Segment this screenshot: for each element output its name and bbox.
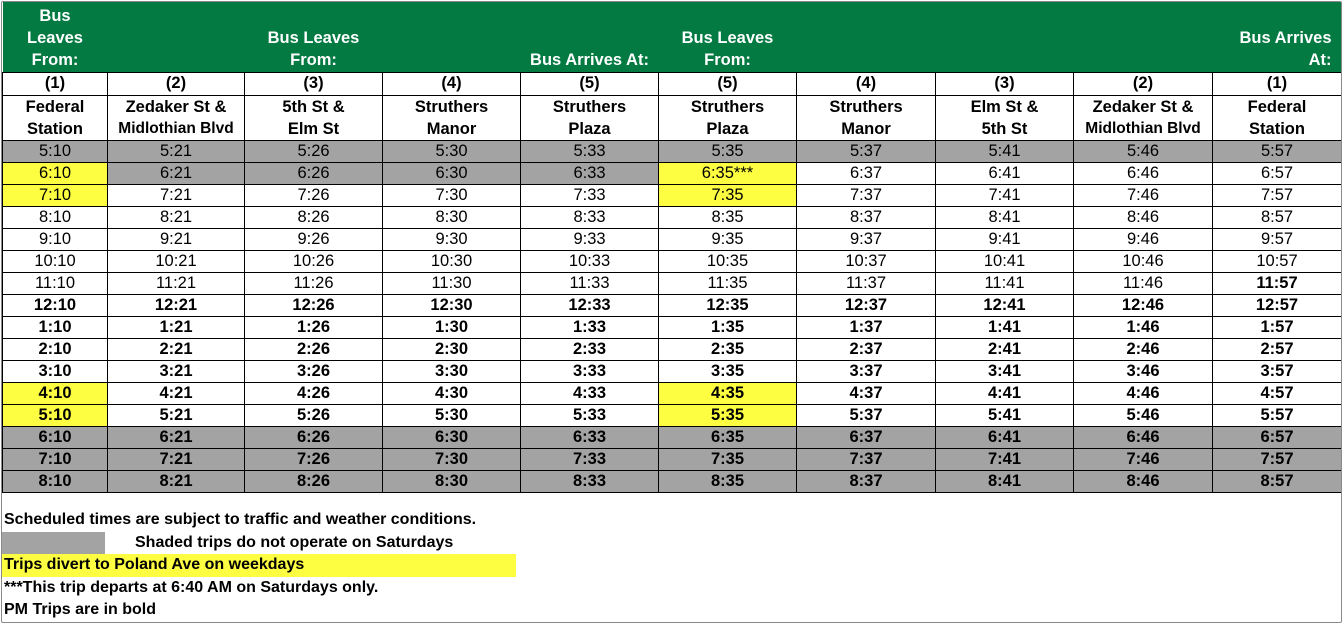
trip-time-cell: 4:57: [1213, 382, 1342, 404]
stop-name-line: 5th St &: [282, 97, 345, 116]
trip-time-cell: 10:26: [245, 250, 383, 272]
trip-time-cell: 1:26: [245, 316, 383, 338]
bus-schedule-sheet: [1, 1, 1342, 623]
trip-time-cell: 8:30: [383, 470, 521, 492]
trip-time-cell: 8:41: [936, 206, 1074, 228]
trip-time-cell: 7:21: [108, 184, 245, 206]
trip-time-cell: 7:10: [3, 448, 108, 470]
group-label-leaves-5th-st: [245, 2, 383, 72]
trip-time-cell: 7:41: [936, 448, 1074, 470]
stop-name-line: Federal: [1247, 97, 1307, 116]
stop-name: [659, 95, 797, 140]
trip-time-cell: 5:37: [797, 140, 936, 162]
trip-time-cell: 1:21: [108, 316, 245, 338]
trip-time-cell: 7:57: [1213, 184, 1342, 206]
trip-time-cell: 10:35: [659, 250, 797, 272]
group-label-arrives-federal: [1213, 2, 1342, 72]
trip-time-cell: 11:26: [245, 272, 383, 294]
trip-time-cell: 12:57: [1213, 294, 1342, 316]
stop-name: [3, 95, 108, 140]
trip-time-cell: 6:35: [659, 426, 797, 448]
trip-time-cell: 7:30: [383, 184, 521, 206]
header-spacer: [936, 2, 1074, 72]
trip-time-cell: 12:33: [521, 294, 659, 316]
trip-time-cell: 6:41: [936, 426, 1074, 448]
trip-row: [3, 382, 1342, 404]
stop-name-line: Manor: [426, 119, 477, 138]
trip-time-cell: 8:10: [3, 470, 108, 492]
stop-name-line: Station: [27, 119, 83, 138]
trip-time-cell: 2:57: [1213, 338, 1342, 360]
trip-time-cell: 2:37: [797, 338, 936, 360]
trip-time-cell: 8:21: [108, 470, 245, 492]
group-label-line: Leaves: [27, 28, 83, 47]
header-spacer: [797, 2, 936, 72]
column-number: (5): [659, 72, 797, 95]
trip-row: [3, 228, 1342, 250]
note-divert-row: [2, 554, 1341, 577]
trip-time-cell: 3:30: [383, 360, 521, 382]
trip-row: [3, 294, 1342, 316]
saturday-shade-swatch: [2, 532, 105, 554]
trip-time-cell: 6:21: [108, 162, 245, 184]
trip-time-cell: 2:46: [1074, 338, 1213, 360]
group-label-line: At:: [1308, 50, 1332, 69]
trip-time-cell: 2:33: [521, 338, 659, 360]
trip-time-cell: 4:10: [3, 382, 108, 404]
trip-row: [3, 470, 1342, 492]
trip-time-cell: 6:26: [245, 426, 383, 448]
trip-time-cell: 5:21: [108, 404, 245, 426]
stop-name-row: [3, 95, 1342, 140]
trip-time-cell: 7:30: [383, 448, 521, 470]
trip-row: [3, 206, 1342, 228]
trip-time-cell: 8:41: [936, 470, 1074, 492]
column-number: (2): [1074, 72, 1213, 95]
trip-time-cell: 11:35: [659, 272, 797, 294]
note-pm-bold: PM Trips are in bold: [4, 601, 157, 619]
trip-time-cell: 4:33: [521, 382, 659, 404]
stop-name-line: Manor: [841, 119, 891, 138]
trip-time-cell: 7:46: [1074, 448, 1213, 470]
trip-time-cell: 6:57: [1213, 426, 1342, 448]
trip-row: [3, 360, 1342, 382]
trip-time-cell: 11:10: [3, 272, 108, 294]
trip-time-cell: 7:41: [936, 184, 1074, 206]
schedule-notes: [2, 509, 1341, 622]
trip-time-cell: 7:21: [108, 448, 245, 470]
trip-time-cell: 4:21: [108, 382, 245, 404]
trip-time-cell: 9:57: [1213, 228, 1342, 250]
trip-time-cell: 4:26: [245, 382, 383, 404]
trip-time-cell: 7:33: [521, 184, 659, 206]
trip-time-cell: 5:26: [245, 404, 383, 426]
trip-time-cell: 5:33: [521, 140, 659, 162]
trip-time-cell: 7:26: [245, 184, 383, 206]
trip-time-cell: 5:46: [1074, 140, 1213, 162]
trip-time-cell: 1:37: [797, 316, 936, 338]
trip-time-cell: 6:33: [521, 162, 659, 184]
trip-row: [3, 140, 1342, 162]
note-traffic: Scheduled times are subject to traffic and weather conditions.: [4, 511, 477, 528]
header-spacer: [383, 2, 521, 72]
trip-time-cell: 3:46: [1074, 360, 1213, 382]
trip-time-cell: 2:21: [108, 338, 245, 360]
trip-time-cell: 5:30: [383, 404, 521, 426]
trip-time-cell: 2:10: [3, 338, 108, 360]
stop-name: [1213, 95, 1342, 140]
column-number: (2): [108, 72, 245, 95]
trip-time-cell: 8:35: [659, 470, 797, 492]
trip-time-cell: 12:26: [245, 294, 383, 316]
column-number: (1): [1213, 72, 1342, 95]
trip-time-cell: 9:30: [383, 228, 521, 250]
trip-time-cell: 11:57: [1213, 272, 1342, 294]
trip-time-cell: 6:57: [1213, 162, 1342, 184]
trip-time-cell: 10:46: [1074, 250, 1213, 272]
trip-time-cell: 1:35: [659, 316, 797, 338]
stop-name-line: Elm St &: [970, 97, 1039, 116]
trip-time-cell: 11:46: [1074, 272, 1213, 294]
trip-time-cell: 4:30: [383, 382, 521, 404]
trip-time-cell: 9:37: [797, 228, 936, 250]
group-label-leaves-plaza: [659, 2, 797, 72]
group-label-leaves-federal: [3, 2, 108, 72]
stop-name: [521, 95, 659, 140]
stop-name-line: Plaza: [568, 119, 611, 138]
stop-name-line: Struthers: [829, 97, 903, 116]
trip-row: [3, 404, 1342, 426]
trip-time-cell: 1:30: [383, 316, 521, 338]
trip-time-cell: 10:57: [1213, 250, 1342, 272]
trip-row: [3, 184, 1342, 206]
group-label-line: Bus Leaves: [681, 28, 774, 47]
trip-time-cell: 8:37: [797, 206, 936, 228]
trip-time-cell: 8:21: [108, 206, 245, 228]
trip-time-cell: 7:37: [797, 448, 936, 470]
note-shaded-row: [2, 532, 1341, 555]
trip-time-cell: 7:46: [1074, 184, 1213, 206]
trip-row: [3, 162, 1342, 184]
schedule-table: [2, 2, 1342, 493]
trip-row: [3, 272, 1342, 294]
stop-name-line: Midlothian Blvd: [118, 119, 234, 137]
trip-time-cell: 7:35: [659, 448, 797, 470]
trip-time-cell: 7:57: [1213, 448, 1342, 470]
trip-time-cell: 6:35***: [659, 162, 797, 184]
column-number: (5): [521, 72, 659, 95]
trip-time-cell: 12:30: [383, 294, 521, 316]
trip-time-cell: 12:10: [3, 294, 108, 316]
trip-time-cell: 7:37: [797, 184, 936, 206]
trip-time-cell: 11:33: [521, 272, 659, 294]
trip-time-cell: 12:37: [797, 294, 936, 316]
trip-row: [3, 338, 1342, 360]
trip-time-cell: 10:33: [521, 250, 659, 272]
stop-name: [108, 95, 245, 140]
trip-time-cell: 1:33: [521, 316, 659, 338]
trip-time-cell: 8:30: [383, 206, 521, 228]
trip-time-cell: 1:10: [3, 316, 108, 338]
trip-time-cell: 7:26: [245, 448, 383, 470]
trip-time-cell: 5:57: [1213, 140, 1342, 162]
trip-time-cell: 9:21: [108, 228, 245, 250]
trip-time-cell: 6:10: [3, 162, 108, 184]
trip-time-cell: 8:33: [521, 470, 659, 492]
trip-time-cell: 5:35: [659, 404, 797, 426]
trip-time-cell: 10:41: [936, 250, 1074, 272]
trip-time-cell: 8:37: [797, 470, 936, 492]
trip-time-cell: 1:41: [936, 316, 1074, 338]
trip-time-cell: 1:57: [1213, 316, 1342, 338]
stop-name: [797, 95, 936, 140]
trip-time-cell: 3:26: [245, 360, 383, 382]
column-number: (4): [383, 72, 521, 95]
stop-name-line: Zedaker St &: [1092, 97, 1194, 116]
trip-row: [3, 426, 1342, 448]
group-label-line: Bus Arrives: [1239, 28, 1332, 47]
trip-time-cell: 12:35: [659, 294, 797, 316]
trip-time-cell: 4:37: [797, 382, 936, 404]
trip-time-cell: 12:41: [936, 294, 1074, 316]
trip-time-cell: 9:46: [1074, 228, 1213, 250]
trip-time-cell: 5:37: [797, 404, 936, 426]
stop-name-line: Elm St: [287, 119, 340, 138]
trip-time-cell: 8:33: [521, 206, 659, 228]
trip-row: [3, 250, 1342, 272]
trip-row: [3, 448, 1342, 470]
trip-time-cell: 2:35: [659, 338, 797, 360]
group-label-line: Bus: [39, 6, 71, 25]
trip-time-cell: 4:41: [936, 382, 1074, 404]
trip-time-cell: 9:33: [521, 228, 659, 250]
trip-time-cell: 1:46: [1074, 316, 1213, 338]
trip-time-cell: 6:30: [383, 426, 521, 448]
trip-time-cell: 3:35: [659, 360, 797, 382]
header-spacer: [108, 2, 245, 72]
trip-time-cell: 8:35: [659, 206, 797, 228]
trip-time-cell: 5:30: [383, 140, 521, 162]
column-number: (1): [3, 72, 108, 95]
trip-time-cell: 2:30: [383, 338, 521, 360]
trip-time-cell: 3:41: [936, 360, 1074, 382]
trip-time-cell: 7:10: [3, 184, 108, 206]
group-label-line: From:: [290, 50, 337, 69]
trip-time-cell: 7:35: [659, 184, 797, 206]
trip-time-cell: 11:37: [797, 272, 936, 294]
trip-time-cell: 6:26: [245, 162, 383, 184]
note-divert: Trips divert to Poland Ave on weekdays: [2, 554, 516, 577]
stop-name: [1074, 95, 1213, 140]
trip-time-cell: 4:46: [1074, 382, 1213, 404]
trip-time-cell: 5:10: [3, 140, 108, 162]
group-label-line: Bus Leaves: [267, 28, 360, 47]
stop-name: [383, 95, 521, 140]
note-saturday: ***This trip departs at 6:40 AM on Saturdays only.: [4, 578, 379, 596]
trip-time-cell: 9:41: [936, 228, 1074, 250]
trip-time-cell: 3:21: [108, 360, 245, 382]
group-label-line: Bus Arrives At:: [530, 50, 649, 69]
trip-time-cell: 9:35: [659, 228, 797, 250]
group-label-arrives-plaza: [521, 2, 659, 72]
stop-name-line: Struthers: [552, 97, 627, 116]
stop-name: [936, 95, 1074, 140]
stop-name-line: Station: [1249, 119, 1305, 138]
trip-time-cell: 11:21: [108, 272, 245, 294]
trip-time-cell: 5:26: [245, 140, 383, 162]
trip-time-cell: 6:33: [521, 426, 659, 448]
column-number: (3): [936, 72, 1074, 95]
trip-time-cell: 10:10: [3, 250, 108, 272]
stop-name-line: Struthers: [414, 97, 489, 116]
trip-time-cell: 8:57: [1213, 206, 1342, 228]
trip-time-cell: 5:41: [936, 404, 1074, 426]
trip-time-cell: 6:30: [383, 162, 521, 184]
trip-time-cell: 2:26: [245, 338, 383, 360]
note-shaded: Shaded trips do not operate on Saturdays: [135, 533, 454, 551]
trip-time-cell: 6:21: [108, 426, 245, 448]
trip-time-cell: 12:46: [1074, 294, 1213, 316]
trip-time-cell: 11:41: [936, 272, 1074, 294]
stop-name-line: Federal: [25, 97, 85, 116]
trip-time-cell: 6:37: [797, 426, 936, 448]
header-banner: [3, 2, 1342, 72]
stop-name-line: Struthers: [690, 97, 765, 116]
trip-time-cell: 9:10: [3, 228, 108, 250]
trip-time-cell: 11:30: [383, 272, 521, 294]
trip-row: [3, 316, 1342, 338]
trip-time-cell: 7:33: [521, 448, 659, 470]
trip-time-cell: 5:21: [108, 140, 245, 162]
group-label-line: From:: [704, 50, 751, 69]
trip-time-cell: 9:26: [245, 228, 383, 250]
trip-time-cell: 5:41: [936, 140, 1074, 162]
trip-time-cell: 6:46: [1074, 162, 1213, 184]
stop-name-line: Zedaker St &: [125, 97, 227, 116]
stop-name: [245, 95, 383, 140]
header-spacer: [1074, 2, 1213, 72]
trip-time-cell: 6:10: [3, 426, 108, 448]
trip-time-cell: 3:10: [3, 360, 108, 382]
trip-time-cell: 3:57: [1213, 360, 1342, 382]
trip-time-cell: 5:33: [521, 404, 659, 426]
trip-time-cell: 8:10: [3, 206, 108, 228]
trip-time-cell: 10:21: [108, 250, 245, 272]
column-number: (3): [245, 72, 383, 95]
column-number-row: [3, 72, 1342, 95]
trip-time-cell: 8:46: [1074, 206, 1213, 228]
trip-time-cell: 6:46: [1074, 426, 1213, 448]
trip-time-cell: 5:46: [1074, 404, 1213, 426]
trip-time-cell: 8:26: [245, 206, 383, 228]
trip-time-cell: 12:21: [108, 294, 245, 316]
trip-time-cell: 10:30: [383, 250, 521, 272]
trip-time-cell: 6:41: [936, 162, 1074, 184]
trip-time-cell: 4:35: [659, 382, 797, 404]
stop-name-line: Plaza: [706, 119, 749, 138]
group-label-line: From:: [31, 50, 79, 69]
trip-time-cell: 8:46: [1074, 470, 1213, 492]
stop-name-line: 5th St: [981, 119, 1028, 138]
trip-time-cell: 3:37: [797, 360, 936, 382]
column-number: (4): [797, 72, 936, 95]
stop-name-line: Midlothian Blvd: [1085, 119, 1201, 137]
trip-time-cell: 2:41: [936, 338, 1074, 360]
trip-time-cell: 5:57: [1213, 404, 1342, 426]
trip-time-cell: 5:10: [3, 404, 108, 426]
trip-time-cell: 6:37: [797, 162, 936, 184]
trip-time-cell: 8:57: [1213, 470, 1342, 492]
trip-time-cell: 5:35: [659, 140, 797, 162]
trip-time-cell: 3:33: [521, 360, 659, 382]
trip-time-cell: 10:37: [797, 250, 936, 272]
trip-time-cell: 8:26: [245, 470, 383, 492]
